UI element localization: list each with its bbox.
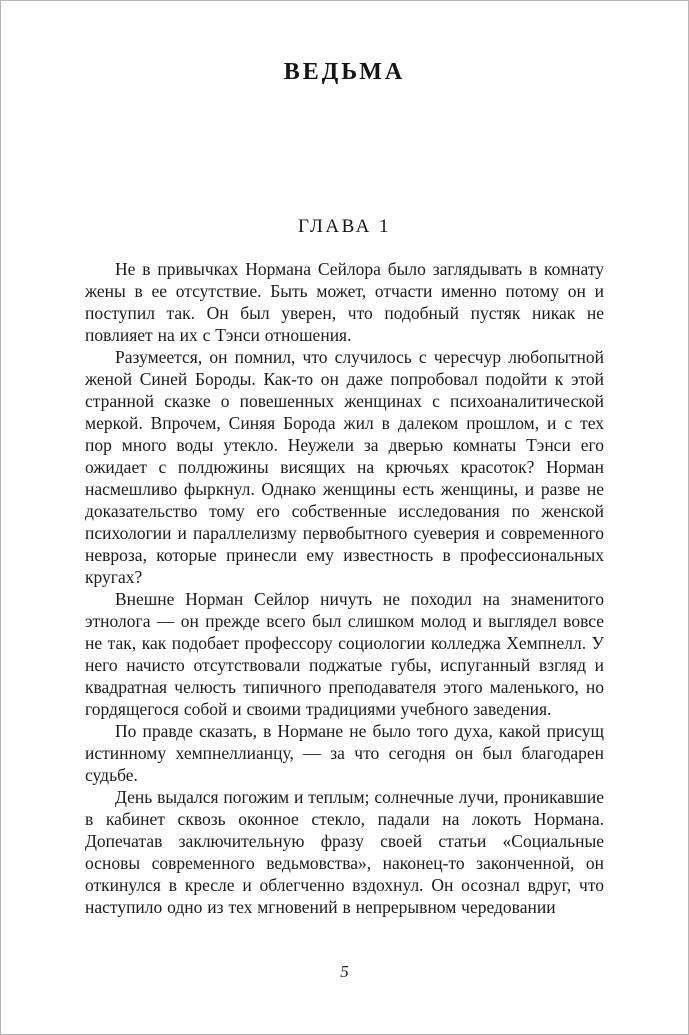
book-title: ВЕДЬМА: [283, 59, 406, 85]
paragraph: Не в привычках Нормана Сейлора было заглядывать в комнату жены в ее отсутствие. Быть может, отчасти именно потому он и поступил так. Он был уверен, что подобный пустяк никак не повлияет на их с Тэнси отношения.: [85, 259, 604, 345]
paragraph: Разумеется, он помнил, что случилось с чересчур любопытной женой Синей Бороды. Как-то он даже попробовал подойти к этой странной сказке о повешенных женщинах с психоаналитической меркой. Впрочем, Синяя Борода жил в далеком прошлом, и с тех пор много воды утекло. Неужели за дверью комнаты Тэнси его ожидает с полдюжины висящих на крючьях красоток? Норман насмешливо фыркнул. Однако женщины есть женщины, и разве не доказательство тому его собственные исследования по женской психологии и параллелизму первобытного суеверия и современного невроза, которые принесли ему известность в профессиональных кругах?: [85, 347, 604, 587]
paragraph: Внешне Норман Сейлор ничуть не походил на знаменитого этнолога — он прежде всего был слишком молод и выглядел вовсе не так, как подобает профессору социологии колледжа Хемпнелл. У него начисто отсутствовали поджатые губы, испуганный взгляд и квадратная челюсть типичного преподавателя этого маленького, но гордящегося собой и своими традициями учебного заведения.: [85, 589, 604, 719]
paragraph: День выдался погожим и теплым; солнечные лучи, проникавшие в кабинет сквозь оконное стекло, падали на локоть Нормана. Допечатав заключительную фразу своей статьи «Социальные основы современного ведьмовства», наконец-то законченной, он откинулся в кресле и облегченно вздохнул. Он осознал вдруг, что наступило одно из тех мгновений в непрерывном чередовании: [85, 787, 604, 917]
body-text: [85, 258, 604, 918]
chapter-heading: ГЛАВА 1: [297, 216, 392, 237]
paragraph: По правде сказать, в Нормане не было того духа, какой присущ истинному хемпнеллианцу, — за что сегодня он был благодарен судьбе.: [85, 721, 604, 785]
page-number: 5: [340, 962, 349, 981]
